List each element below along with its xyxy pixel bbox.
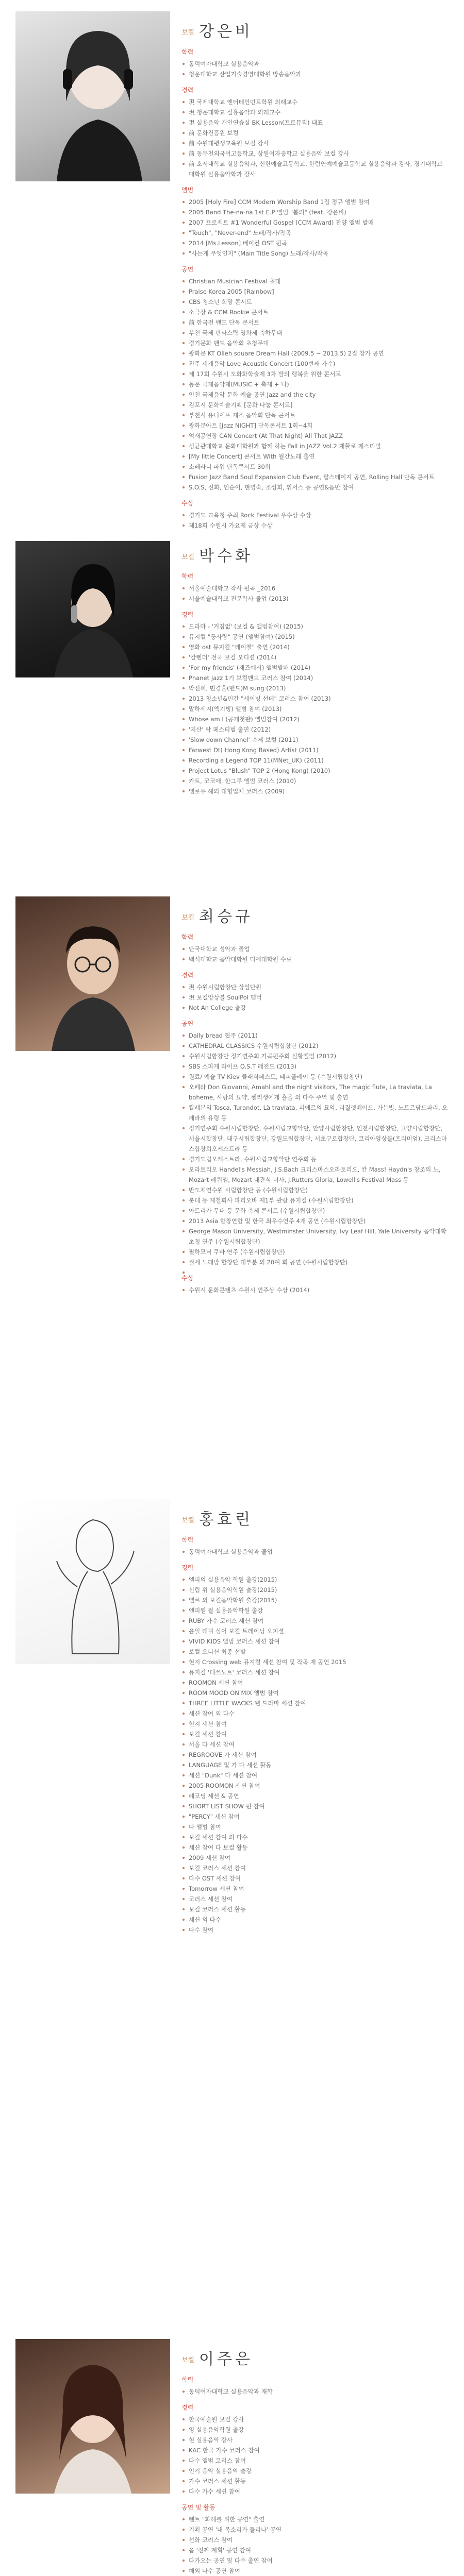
list-item: 2013 청소년&민간 "세이빙 선데" 코러스 참여 (2013) <box>181 693 450 704</box>
list-item: 부천 국제 판타스틱 영화제 축하무대 <box>181 328 450 338</box>
list-item: ROOM MOOD ON MIX 앨범 참여 <box>181 1688 450 1698</box>
list-item: 인기 음악 실용음악 출강 <box>181 2466 450 2476</box>
section-title-education: 학력 <box>181 573 194 580</box>
profile-content <box>181 18 450 531</box>
list-item: 세션 참여 다 보컬 활동 <box>181 1842 450 1853</box>
career-list <box>181 2414 450 2497</box>
list-item: 제 17회 수원시 도화화학술제 3차 발의 행복을 위한 콘서트 <box>181 369 450 379</box>
list-item: 해외 다수 공연 참여 <box>181 2566 450 2576</box>
list-item: 다가오는 공연 및 다수 출연 참여 <box>181 2555 450 2566</box>
album-list <box>181 197 450 259</box>
list-item: 선화 코러스 참여 <box>181 2535 450 2545</box>
list-item: Recording a Legend TOP 11(MNet_UK) (2011) <box>181 755 450 766</box>
list-item: '지산' 락 페스티벌 출연 (2012) <box>181 724 450 735</box>
list-item: 소극장 & CCM Rookie 콘서트 <box>181 307 450 317</box>
name-row <box>181 18 450 41</box>
list-item: 성균관대학교 문화대학원과 함께 하는 Fall in JAZZ Vol.2 재활로 페스티벌 <box>181 441 450 451</box>
list-item: RUBY 가수 코러스 세션 참여 <box>181 1616 450 1626</box>
list-item: 윤일 데뷔 싱어 보컬 트레이닝 오피셜 <box>181 1626 450 1636</box>
education-list <box>181 2386 450 2397</box>
list-item: 다수 참여 <box>181 1925 450 1935</box>
performance-list <box>181 1030 450 1267</box>
list-item: 2014 [Ms.Lesson] 베이컨 OST 편곡 <box>181 238 450 248</box>
list-item: 기획 공연 '내 목소리가 들리나' 공연 <box>181 2524 450 2535</box>
list-item: 'For my friends' (재즈에서) 앨범발매 (2014) <box>181 663 450 673</box>
list-item: 동문 국제음악제(MUSIC + 축제 + 나) <box>181 379 450 389</box>
section-title-career: 경력 <box>181 87 194 94</box>
list-item: 다수 OST 세션 참여 <box>181 1873 450 1884</box>
list-item: S.O.S, 신화, 인순이, 현명숙, 조성희, 휘서스 등 공연&음반 참여 <box>181 482 450 493</box>
list-item: LANGUAGE 및 가 다 세션 활동 <box>181 1760 450 1770</box>
performance-list <box>181 276 450 493</box>
career-list <box>181 982 450 1013</box>
list-item: 소페라니 파워 단독콘서트 30회 <box>181 462 450 472</box>
education-list <box>181 59 450 79</box>
list-item: 광화문 KT Olleh square Dream Hall (2009.5 ~ 2013.5) 2집 참가 공연 <box>181 348 450 359</box>
list-item: 뮤지컬 '데쓰노트' 코러스 세션 참여 <box>181 1667 450 1677</box>
section-title-career: 경력 <box>181 1564 194 1571</box>
list-item: 반도체연수원 시립합창단 등 (수원시립합창단) <box>181 1185 450 1195</box>
list-item: 칼레본의 Tosca, Turandot, Lä traviata, 피에르의 묘약, 리질렛베이드, 가는빛, 노트르담드파리, 오페라의 유령 등 <box>181 1103 450 1123</box>
list-item: Farwest Dt( Hong Kong Based) Artist (2011) <box>181 745 450 755</box>
list-item: "Touch", "Never-end" 노래/작사/작곡 <box>181 228 450 238</box>
list-item: 전주 세계음악 Love Acoustic Concert (100번째 가수) <box>181 359 450 369</box>
list-item: 영화 ost 뮤지컬 "레이첼" 출연 (2014) <box>181 642 450 652</box>
education-list <box>181 1547 450 1557</box>
list-item: [My little Concert] 콘서트 With 월간노래 출연 <box>181 451 450 462</box>
list-item: 엠로우 해외 대형업체 코러스 (2009) <box>181 786 450 796</box>
list-item: CBS 청소년 희망 콘서트 <box>181 297 450 307</box>
list-item: SHORT LIST SHOW 편 참여 <box>181 1801 450 1811</box>
section-title-career: 경력 <box>181 611 194 618</box>
list-item: 보컬 세션 참여 외 다수 <box>181 1832 450 1842</box>
list-item: 코러스 세션 참여 <box>181 1894 450 1904</box>
section-title-education: 학력 <box>181 1536 194 1544</box>
list-item: 제18회 수원시 가요제 금상 수상 <box>181 520 450 531</box>
education-list <box>181 583 450 604</box>
role-label: 보컬 <box>181 553 195 561</box>
section-title-performance: 공연 <box>181 266 194 273</box>
name-row <box>181 542 450 566</box>
list-item: 수원시립합창단 정기연주회 가곡편주회 실황앨범 (2012) <box>181 1051 450 1061</box>
list-item: 'Slow down Channel' 축제 보컬 (2011) <box>181 735 450 745</box>
list-item: 現 국제대학교 엔터테인먼트학원 외래교수 <box>181 97 450 107</box>
list-item: 경기도립오케스트라, 수원시립교향악단 연주회 등 <box>181 1154 450 1164</box>
profile-card <box>0 536 464 886</box>
section-title-performance: 공연 및 활동 <box>181 2504 216 2511</box>
section-title-performance: 공연 <box>181 1020 194 1027</box>
list-item: 서울예술대학교 작사·편곡 _2016 <box>181 583 450 594</box>
list-item: KAC 한국 가수 코러스 참여 <box>181 2445 450 2455</box>
list-item: 정기연주회 수원시립합창단, 수원시립교향악단, 안양시립합창단, 인천시립합창단, 고양시립합창단, 서울시합창단, 대구시립합창단, 강원도립합창단, 서초구로합창단, 코리아앙상블(프리미엄), 크리스마스합창회오케스트라 등 <box>181 1123 450 1154</box>
career-list <box>181 1574 450 1935</box>
list-item: Whose am I (공개첫판) 앨범참여 (2012) <box>181 714 450 724</box>
list-item: 동덕여자대학교 실용음악과 <box>181 59 450 69</box>
list-item: 세션 "Dunk" 다 세션 참여 <box>181 1770 450 1781</box>
list-item: 현지 Crossing web 뮤지컬 세션 참여 및 작곡 재 공연 2015 <box>181 1657 450 1667</box>
list-item: 오라토리오 Handel's Messiah, J.S.Bach 크리스마스오라토리오, 칸 Mass! Haydn's 창조의 노, Mozart 레퀴엠, Mozart 대관식 미사, J.Rutters Gloria, Lowell's Festival Mass 등 <box>181 1164 450 1185</box>
list-item: 現 보컬앙상블 SoulPol 멤버 <box>181 992 450 1003</box>
list-item: Tomorrow 세션 참여 <box>181 1884 450 1894</box>
list-item: 경기도 교육청 주최 Rock Festival 우수상 수상 <box>181 510 450 520</box>
list-item: 보컬 코러스 세션 참여 <box>181 1863 450 1873</box>
list-item: 서울예술대학교 전문학사 졸업 (2013) <box>181 594 450 604</box>
list-item: "PERCY" 세션 참여 <box>181 1811 450 1822</box>
profile-photo <box>15 11 170 181</box>
list-item: THREE LITTLE WACKS 웹 드라마 세션 참여 <box>181 1698 450 1708</box>
list-item: 보컬 세션 참여 <box>181 1729 450 1739</box>
section-title-career: 경력 <box>181 972 194 979</box>
list-item: 보컬 코러스 세션 활동 <box>181 1904 450 1914</box>
person-name: 최승규 <box>199 908 253 926</box>
list-item: 엔피원 월 실용음악학원 출강 <box>181 1605 450 1616</box>
list-item: Phanet Jazz 1기 보컬밴드 코러스 참여 (2014) <box>181 673 450 683</box>
list-item: 前 수원대평생교육원 보컬 강사 <box>181 138 450 148</box>
list-item: 2005 ROOMON 세션 참여 <box>181 1781 450 1791</box>
illustration-girl-singing <box>15 1499 170 1664</box>
list-item: SBS 스파게 라이프 O.S.T 레전드 (2013) <box>181 1061 450 1072</box>
section-title-career: 경력 <box>181 2404 194 2411</box>
list-item: 김포시 문화예술기획 [문화 나눔 콘서트] <box>181 400 450 410</box>
profile-card <box>0 896 464 1479</box>
person-name: 이주은 <box>199 2350 253 2368</box>
career-list <box>181 97 450 179</box>
awards-list <box>181 1285 450 1295</box>
profile-card <box>0 1499 464 2313</box>
list-item: Daily bread 협주 (2011) <box>181 1030 450 1041</box>
list-item: 세션 참여 외 다수 <box>181 1708 450 1719</box>
list-item: 아트리카 무대 등 문화 축제 콘서트 (수원시립합창단) <box>181 1206 450 1216</box>
list-item: 레코딩 세션 & 공연 <box>181 1791 450 1801</box>
portrait-woman-headphones <box>15 11 170 181</box>
list-item: 음 '진짜 계획' 공연 참여 <box>181 2545 450 2555</box>
list-item: 수원시 문화콘텐츠 수원시 연주상 수상 (2014) <box>181 1285 450 1295</box>
list-item: REGROOVE 가 세션 참여 <box>181 1750 450 1760</box>
list-item: Praise Korea 2005 [Rainbow] <box>181 286 450 297</box>
section-title-education: 학력 <box>181 48 194 56</box>
list-item: 동덕여자대학교 실용음악과 졸업 <box>181 1547 450 1557</box>
list-item: 2007 프로젝트 #1 Wonderful Gospel (CCM Award) 찬양 앨범 발매 <box>181 217 450 228</box>
profile-card <box>0 11 464 537</box>
performance-list <box>181 2514 450 2576</box>
list-item: 現 청운대학교 실용음악과 외래교수 <box>181 107 450 117</box>
list-item: 현지 세션 참여 <box>181 1719 450 1729</box>
list-item: Not An College 출강 <box>181 1003 450 1013</box>
section-title-album: 앨범 <box>181 187 194 194</box>
list-item: 청운대학교 산업기술경영대학원 방송음악과 <box>181 69 450 79</box>
list-item: 필하모닉 쿠바 연주 (수원시립합창단) <box>181 1247 450 1257</box>
list-item: 2013 Asia 합창연합 및 한국 최우수연주 4개 공연 (수원시립합창단) <box>181 1216 450 1226</box>
list-item: 영 실용음악학원 출강 <box>181 2425 450 2435</box>
list-item: "사는게 무엇인지" (Main Title Song) 노래/작사/작곡 <box>181 248 450 259</box>
list-item: 말하세지(엑기빙) 앨범 참여 (2013) <box>181 704 450 714</box>
list-item: 다 앨범 참여 <box>181 1822 450 1832</box>
profile-content <box>181 2345 450 2576</box>
list-item: 동덕여자대학교 실용음악과 재학 <box>181 2386 450 2397</box>
name-row <box>181 903 450 926</box>
list-item: Fusion Jazz Band Soul Expansion Club Event, 팝스테이지 공연, Rolling Hall 단독 콘서트 <box>181 472 450 482</box>
list-item: 원료/ 예술 TV Kiev 클래식페스트, 태피플레이 등 (수원시립합창단) <box>181 1072 450 1082</box>
list-item: 롯데 등 제철회사 파리오바 제1부 관람 뮤지컬 (수원시립합창단) <box>181 1195 450 1206</box>
list-item: 현 실용음악 강사 <box>181 2435 450 2445</box>
list-item: 2009 세션 참여 <box>181 1853 450 1863</box>
career-list <box>181 621 450 796</box>
profile-content <box>181 542 450 796</box>
list-item: 월세 노래방 합창단 대부분 외 20여 회 공연 (수원시립합창단) <box>181 1257 450 1267</box>
list-item: CATHEDRAL CLASSICS 수원시립합창단 (2012) <box>181 1041 450 1051</box>
list-item: '칼렌더' 전국 보컬 오디션 (2014) <box>181 652 450 663</box>
profile-content <box>181 903 450 1295</box>
list-item: 경기문화 밴드 음악회 초청무대 <box>181 338 450 348</box>
list-item: ROOMON 세션 참여 <box>181 1677 450 1688</box>
list-item: Project Lotus "Blush" TOP 2 (Hong Kong) (2010) <box>181 766 450 776</box>
role-label: 보컬 <box>181 29 195 37</box>
list-item: 뮤지컬 "둥사랑" 공연 (앨범참여) (2015) <box>181 632 450 642</box>
name-row <box>181 2345 450 2369</box>
list-item: 서울 다 세션 참여 <box>181 1739 450 1750</box>
list-item: 부천시 유니세프 재즈 음악회 단독 콘서트 <box>181 410 450 420</box>
person-name: 박수화 <box>199 547 253 565</box>
role-label: 보컬 <box>181 914 195 922</box>
list-item: George Mason University, Westminster University, Ivy Leaf Hill, Yale University 음악대학 초청 연주 (수원시립합창단) <box>181 1226 450 1247</box>
list-item: 보컬 오디션 최종 선발 <box>181 1647 450 1657</box>
name-row <box>181 1505 450 1529</box>
portrait-woman-microphone <box>15 541 170 677</box>
education-list <box>181 944 450 964</box>
list-item: 가수 코러스 세션 활동 <box>181 2476 450 2486</box>
person-name: 강은비 <box>199 23 253 41</box>
list-item: 前 한국전 밴드 단독 콘서트 <box>181 317 450 328</box>
section-title-education: 학력 <box>181 934 194 941</box>
portrait-man-glasses <box>15 896 170 1051</box>
list-item: 엠피의 실용음악 학원 출강(2015) <box>181 1574 450 1585</box>
section-title-awards: 수상 <box>181 1275 194 1282</box>
list-item: 2005 [Holy Fire] CCM Modern Worship Band 1집 정규 앨범 참여 <box>181 197 450 207</box>
profile-photo <box>15 1499 170 1664</box>
list-item: 다수 앨범 코러스 참여 <box>181 2455 450 2466</box>
list-item: 인천 국제음악 문화 예술 공연 Jazz and the city <box>181 389 450 400</box>
list-item: 광화문아트 [Jazz NIGHT] 단독콘서트 1회~4회 <box>181 420 450 431</box>
profile-content <box>181 1505 450 1935</box>
list-item: 카트, 코코에, 한그루 앨범 코러스 (2010) <box>181 776 450 786</box>
list-item: 前 동두천외국어고등학교, 상원여자중학교 실용음악 보컬 강사 <box>181 148 450 159</box>
list-item: 박신혜, 민경훈(밴드)M sung (2013) <box>181 683 450 693</box>
list-item: 오페라 Don Giovanni, Amahl and the night visitors, The magic flute, La traviata, La boheme, 사랑의 묘약, 헨리생에게 흘을 외 다수 주역 및 출연 <box>181 1082 450 1103</box>
list-item: 신림 위 실용음악학원 출강(2015) <box>181 1585 450 1595</box>
profile-photo <box>15 2339 170 2494</box>
profile-photo <box>15 896 170 1051</box>
list-item: 2005 Band The-na-na 1st E.P 앨범 "봄의" (feat. 강은비) <box>181 207 450 217</box>
list-item: 렌트 "화해를 위한 공연" 출연 <box>181 2514 450 2524</box>
list-item: 現 수원시립합창단 상임단원 <box>181 982 450 992</box>
profile-photo <box>15 541 170 677</box>
list-item: 세션 외 다수 <box>181 1914 450 1925</box>
profile-card <box>0 2339 464 2576</box>
awards-list <box>181 510 450 531</box>
role-label: 보컬 <box>181 1517 195 1524</box>
list-item: 백석대학교 음악대학원 디에대학원 수료 <box>181 954 450 964</box>
list-item: VIVID KIDS 앨범 코러스 세션 참여 <box>181 1636 450 1647</box>
person-name: 홍효린 <box>199 1511 253 1529</box>
list-item: 단국대학교 성악과 졸업 <box>181 944 450 954</box>
list-item: Christian Musician Festival 초대 <box>181 276 450 286</box>
section-title-education: 학력 <box>181 2376 194 2383</box>
portrait-woman-smiling <box>15 2339 170 2494</box>
list-item: 드라마 - '거침없' (보컬 & 앨범참여) (2015) <box>181 621 450 632</box>
list-item: 前 문화진흥원 보컬 <box>181 128 450 138</box>
list-item: 엘르 외 보컬음악학원 출강(2015) <box>181 1595 450 1605</box>
role-label: 보컬 <box>181 2357 195 2364</box>
list-item: 억새공연장 CAN Concert (At That Night) All That JAZZ <box>181 431 450 441</box>
list-item: 現 실용음악 개인연습실 BK Lesson(프로뮤직) 대표 <box>181 117 450 128</box>
section-title-awards: 수상 <box>181 500 194 507</box>
list-item: 다수 가수 세션 참여 <box>181 2486 450 2497</box>
list-item: 前 호서대학교 실용음악과, 신한예술고등학교, 한림연예예술고등학교 실용음악과 강사, 경기대학교 대학원 실용음악학과 강사 <box>181 159 450 179</box>
list-item: 한국예술원 보컬 강사 <box>181 2414 450 2425</box>
